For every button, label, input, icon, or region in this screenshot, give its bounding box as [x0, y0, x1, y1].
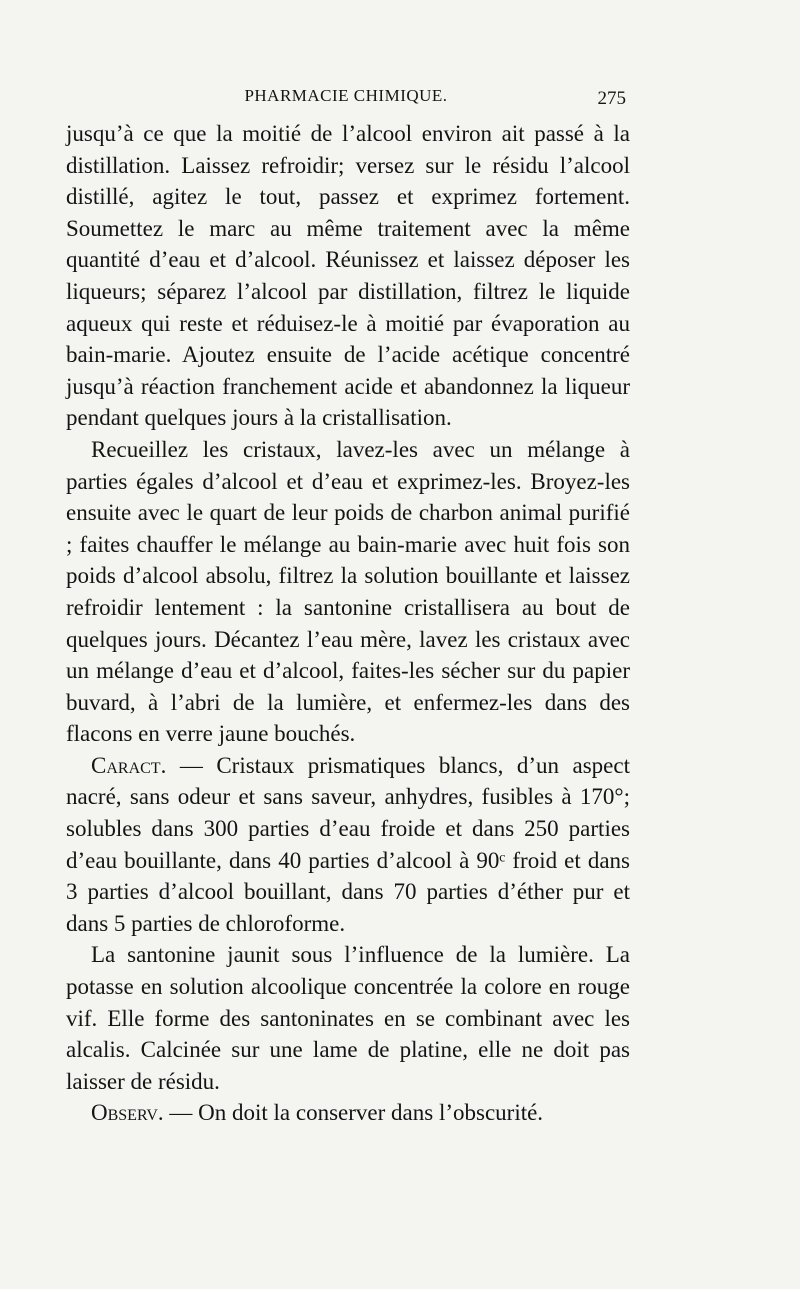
- section-label-observ: Observ.: [91, 1100, 164, 1126]
- paragraph-observation: [66, 1097, 630, 1129]
- page-header: [66, 86, 626, 118]
- body-text: [66, 118, 630, 1129]
- running-title: PHARMACIE CHIMIQUE.: [244, 86, 448, 105]
- observation-text: — On doit la conserver dans l’obscurité.: [163, 1100, 544, 1126]
- paragraph-continuation: jusqu’à ce que la moitié de l’alcool environ ait passé à la distillation. Laissez refroidir; versez sur le résidu l’alcool distillé, agitez le tout, passez et exprimez fortement. Soumettez le marc au même traitement avec la même quantité d’eau et d’alcool. Réunissez et laissez déposer les liqueurs; séparez l’alcool par distillation, filtrez le liquide aqueux qui reste et réduisez-le à moitié par évaporation au bain-marie. Ajoutez ensuite de l’acide acétique concentré jusqu’à réaction franchement acide et abandonnez la liqueur pendant quelques jours à la cristallisation.: [66, 121, 630, 431]
- paragraph-crystal-purification: Recueillez les cristaux, lavez-les avec un mélange à parties égales d’alcool et d’eau et exprimez-les. Broyez-les ensuite avec le quart de leur poids de charbon animal purifié ; faites chauffer le mélange au bain-marie avec huit fois son poids d’alcool absolu, filtrez la solution bouillante et laissez refroidir lentement : la santonine cristallisera au bout de quelques jours. Décantez l’eau mère, lavez les cristaux avec un mélange d’eau et d’alcool, faites-les sécher sur du papier buvard, à l’abri de la lumière, et enfermez-les dans des flacons en verre jaune bouchés.: [66, 436, 630, 747]
- section-label-caract: Caract.: [91, 752, 167, 778]
- characteristics-text: — Cristaux prismatiques blancs, d’un aspect nacré, sans odeur et sans saveur, anhydres, fusibles à 170°; solubles dans 300 parties d’eau froide et dans 250 parties d’eau bouillante, dans 40 parties d’alcool à 90ᶜ froid et dans 3 parties d’alcool bouillant, dans 70 parties d’éther pur et dans 5 parties de chloroforme.: [66, 752, 630, 936]
- page-number: 275: [597, 88, 626, 109]
- paragraph-characteristics: [66, 750, 630, 940]
- paragraph-light-reaction: La santonine jaunit sous l’influence de la lumière. La potasse en solution alcoolique concentrée la colore en rouge vif. Elle forme des santoninates en se combinant avec les alcalis. Calcinée sur une lame de platine, elle ne doit pas laisser de résidu.: [66, 942, 630, 1094]
